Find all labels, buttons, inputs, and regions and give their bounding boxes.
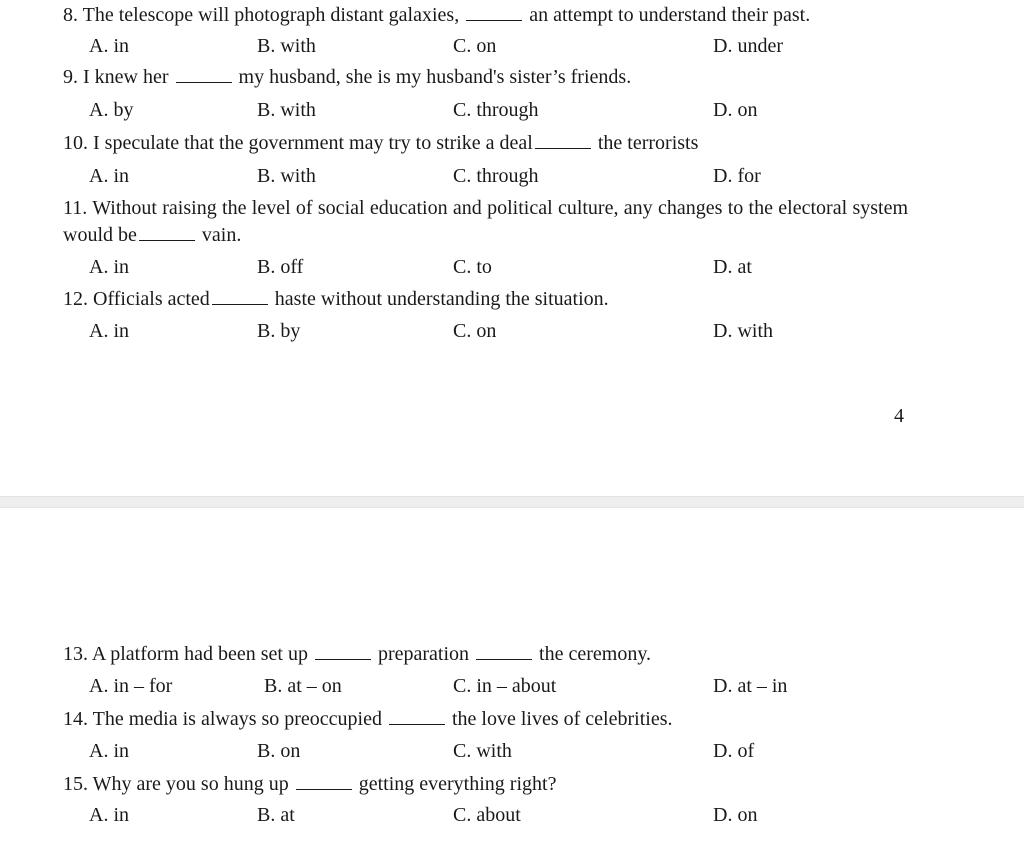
question-13 [63, 642, 651, 666]
option-c: C. on [453, 35, 497, 57]
question-number: 8. [63, 4, 78, 26]
option-a: A. in [89, 740, 129, 762]
option-a: A. by [89, 99, 134, 121]
question-text-before: The media is always so preoccupied [92, 708, 382, 730]
option-c: C. about [453, 804, 521, 826]
question-12 [63, 287, 609, 311]
option-c: C. in – about [453, 675, 557, 697]
question-text-after: the ceremony. [539, 643, 652, 665]
option-c: C. on [453, 320, 497, 342]
option-b: B. with [257, 99, 316, 121]
question-text-before: I knew her [83, 66, 169, 88]
question-text-after: haste without understanding the situation. [274, 288, 609, 310]
answer-blank [212, 288, 268, 305]
answer-blank [476, 643, 532, 660]
answer-blank [296, 773, 352, 790]
document-page-5 [0, 508, 1024, 863]
answer-blank [176, 66, 232, 83]
question-text-before: Without raising the level of social education and political culture, any changes to the electoral system would be [63, 197, 908, 246]
option-d: D. under [713, 35, 783, 57]
question-text-before: I speculate that the government may try to strike a deal [93, 132, 533, 154]
option-b: B. off [257, 256, 304, 278]
question-text-before: The telescope will photograph distant galaxies, [82, 4, 460, 26]
option-d: D. for [713, 165, 761, 187]
option-b: B. with [257, 165, 316, 187]
option-a: A. in [89, 165, 129, 187]
question-text-after: getting everything right? [358, 773, 557, 795]
question-number: 13. [63, 643, 88, 665]
option-d: D. on [713, 804, 758, 826]
option-a: A. in [89, 804, 129, 826]
option-a: A. in – for [89, 675, 173, 697]
option-c: C. to [453, 256, 492, 278]
option-d: D. at – in [713, 675, 788, 697]
question-15 [63, 772, 556, 796]
question-text-after: vain. [201, 224, 242, 246]
question-text-before: A platform had been set up [91, 643, 308, 665]
question-number: 10. [63, 132, 88, 154]
option-c: C. through [453, 165, 539, 187]
question-number: 15. [63, 773, 88, 795]
question-text-after: my husband, she is my husband's sister’s friends. [238, 66, 632, 88]
option-b: B. on [257, 740, 301, 762]
option-c: C. with [453, 740, 512, 762]
option-d: D. of [713, 740, 755, 762]
question-text-after: the terrorists [597, 132, 699, 154]
option-d: D. on [713, 99, 758, 121]
question-text-middle: preparation [377, 643, 470, 665]
question-10 [63, 131, 698, 155]
option-b: B. at [257, 804, 295, 826]
question-8 [63, 3, 810, 27]
option-a: A. in [89, 35, 129, 57]
answer-blank [389, 708, 445, 725]
option-b: B. by [257, 320, 301, 342]
option-d: D. at [713, 256, 752, 278]
page-break-divider [0, 496, 1024, 508]
question-text-after: an attempt to understand their past. [529, 4, 811, 26]
question-14 [63, 707, 672, 731]
option-b: B. at – on [264, 675, 342, 697]
answer-blank [315, 643, 371, 660]
option-b: B. with [257, 35, 316, 57]
answer-blank [535, 132, 591, 149]
option-a: A. in [89, 256, 129, 278]
question-number: 9. [63, 66, 78, 88]
option-a: A. in [89, 320, 129, 342]
question-number: 14. [63, 708, 88, 730]
question-text-before: Why are you so hung up [92, 773, 289, 795]
question-text-after: the love lives of celebrities. [452, 708, 673, 730]
question-11 [63, 195, 908, 249]
question-text-before: Officials acted [93, 288, 210, 310]
answer-blank [139, 224, 195, 241]
answer-blank [466, 4, 522, 21]
option-c: C. through [453, 99, 539, 121]
page-number: 4 [894, 405, 904, 427]
question-number: 12. [63, 288, 88, 310]
question-9 [63, 65, 631, 89]
question-number: 11. [63, 197, 88, 219]
option-d: D. with [713, 320, 773, 342]
